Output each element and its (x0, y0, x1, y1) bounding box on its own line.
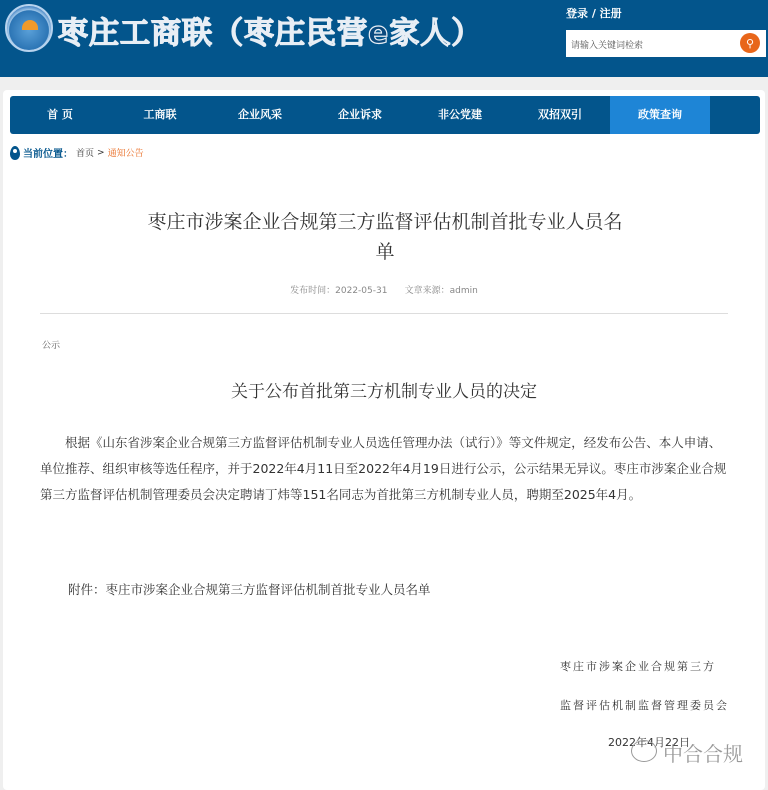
nav-enterprise-appeals[interactable]: 企业诉求 (338, 108, 382, 121)
search-button[interactable] (740, 33, 760, 53)
search-input[interactable] (566, 30, 766, 57)
nav-enterprise-style[interactable]: 企业风采 (238, 108, 282, 121)
nav-policy-query[interactable]: 政策查询 (610, 96, 710, 134)
signature-line-1: 枣庄市涉案企业合规第三方 (560, 660, 716, 673)
search-icon: ⚲ (745, 37, 755, 50)
main-nav (10, 96, 760, 134)
attachment-link[interactable]: 附件：枣庄市涉案企业合规第三方监督评估机制首批专业人员名单 (68, 582, 431, 597)
nav-party-building[interactable]: 非公党建 (438, 108, 482, 121)
wechat-icon (631, 740, 657, 762)
site-title[interactable]: 枣庄工商联（枣庄民营e家人） (58, 16, 483, 51)
nav-federation[interactable]: 工商联 (143, 108, 177, 121)
breadcrumb-label: 当前位置： (23, 149, 73, 160)
article-title: 枣庄市涉案企业合规第三方监督评估机制首批专业人员名单 (147, 211, 623, 263)
article-meta: 发布时间：2022-05-31 文章来源：admin (290, 286, 478, 296)
site-header (0, 0, 768, 77)
search-placeholder: 请输入关键词检索 (571, 41, 644, 51)
signature-date: 2022年4月22日 (608, 736, 690, 749)
breadcrumb-separator: > (97, 147, 105, 158)
notice-label: 公示 (42, 341, 61, 351)
nav-home[interactable]: 首 页 (47, 108, 73, 121)
article-body: 根据《山东省涉案企业合规第三方监督评估机制专业人员选任管理办法（试行）》等文件规定，经发布公告、本人申请、单位推荐、组织审核等选任程序，并于2022年4月11日至2022年4月19日进行公示，公示结果无异议。枣庄市涉案企业合规第三方监督评估机制管理委员会决定聘请丁炜等151名同志为首批第三方机制专业人员，聘期至2025年4月。 (40, 435, 727, 502)
article-subtitle: 关于公布首批第三方机制专业人员的决定 (231, 382, 537, 402)
breadcrumb-home[interactable]: 首页 (76, 149, 95, 159)
login-register-link[interactable]: 登录 / 注册 (566, 7, 622, 20)
nav-investment[interactable]: 双招双引 (538, 108, 582, 121)
breadcrumb-current[interactable]: 通知公告 (107, 149, 144, 159)
divider (40, 313, 728, 314)
watermark: 中合合规 (663, 742, 743, 766)
location-pin-icon (10, 146, 20, 160)
logo-icon[interactable] (5, 4, 53, 52)
breadcrumb (10, 145, 144, 160)
signature-line-2: 监督评估机制监督管理委员会 (560, 699, 729, 712)
